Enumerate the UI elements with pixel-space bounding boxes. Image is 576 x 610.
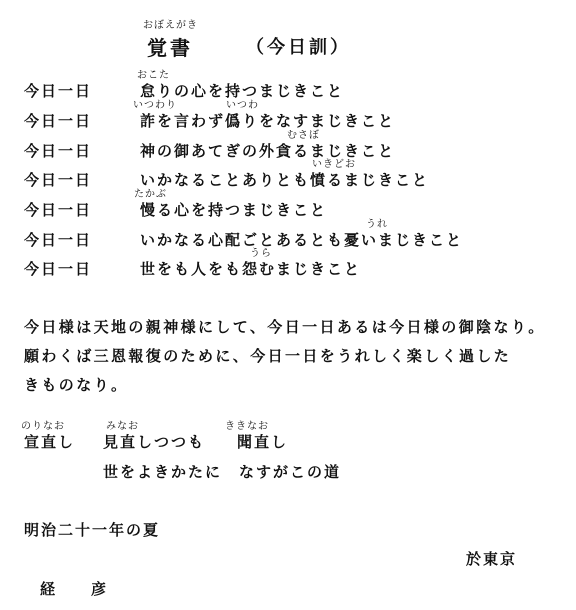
- document-title: 覚書: [147, 36, 193, 60]
- paragraph-line: 今日様は天地の親神様にして、今日一日あるは今日様の御陰なり。: [24, 318, 546, 336]
- title-ruby: おぼえがき: [143, 20, 198, 31]
- precept-label: 今日一日: [24, 142, 93, 160]
- place-line: 於東京: [466, 550, 518, 568]
- ruby-ura: うら: [250, 248, 272, 259]
- paragraph-line: きものなり。: [24, 376, 129, 394]
- precept-label: 今日一日: [24, 260, 93, 278]
- precept-text: 世をも人をも怨むまじきこと: [140, 260, 362, 278]
- document-subtitle: （今日訓）: [246, 37, 351, 58]
- precept-label: 今日一日: [24, 112, 93, 130]
- verse-word: 聞直し: [237, 433, 289, 451]
- precept-label: 今日一日: [24, 171, 93, 189]
- ruby-takabu: たかぶ: [134, 189, 167, 200]
- ruby-minao: みなお: [106, 421, 139, 432]
- paragraph-line: 願わくば三恩報復のために、今日一日をうれしく楽しく過した: [24, 347, 512, 365]
- precept-label: 今日一日: [24, 82, 93, 100]
- precept-text: いかなることありとも憤るまじきこと: [140, 171, 430, 189]
- ruby-kikinao: ききなお: [225, 421, 269, 432]
- precept-text: 怠りの心を持つまじきこと: [140, 82, 345, 100]
- precept-text: 慢る心を持つまじきこと: [140, 201, 328, 219]
- ruby-itsuwa: いつわ: [226, 100, 259, 111]
- ruby-ure: うれ: [366, 219, 388, 230]
- author-name: 経 彦: [40, 580, 109, 598]
- date-line: 明治二十一年の夏: [24, 521, 161, 539]
- verse-word: 宣直し: [24, 433, 76, 451]
- verse-line-2: 世をよきかたに なすがこの道: [103, 463, 342, 481]
- precept-label: 今日一日: [24, 231, 93, 249]
- ruby-norinao: のりなお: [21, 421, 65, 432]
- precept-text: いかなる心配ごとあるとも憂いまじきこと: [140, 231, 464, 249]
- ruby-okota: おこた: [137, 70, 170, 81]
- ruby-ikidoo: いきどお: [312, 159, 356, 170]
- precept-text: 神の御あてぎの外貪るまじきこと: [140, 142, 396, 160]
- precept-label: 今日一日: [24, 201, 93, 219]
- precept-text: 詐を言わず僞りをなすまじきこと: [140, 112, 396, 130]
- ruby-itsuwari: いつわり: [133, 100, 177, 111]
- verse-word: 見直しつつも: [103, 433, 206, 451]
- ruby-musabo: むさぼ: [287, 130, 320, 141]
